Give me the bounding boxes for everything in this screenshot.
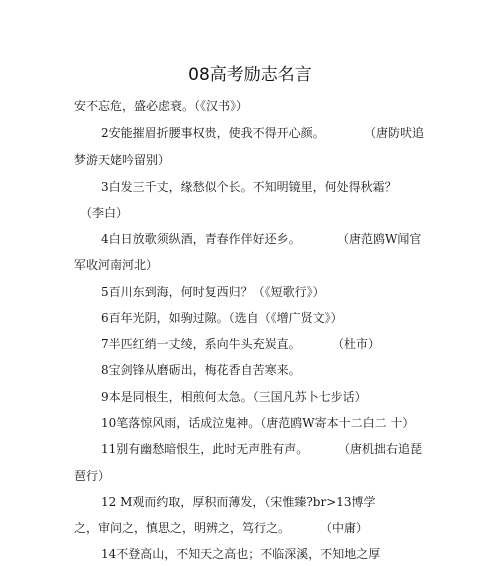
quote-line-9: 9本是同根生，相煎何太急。（三国凡苏卜七步话） bbox=[101, 390, 367, 404]
quote-line-11: 11别有幽愁暗恨生，此时无声胜有声。 bbox=[101, 442, 309, 456]
quote-line-13: 之，审问之，慎思之，明辨之，笃行之。 bbox=[74, 521, 291, 535]
quote-line-3-source: （李白） bbox=[80, 206, 129, 220]
quote-line-4-continued: 军收河南河北） bbox=[74, 258, 159, 272]
quote-line-8: 8宝剑锋从磨砺出，梅花香自苦寒来。 bbox=[101, 363, 301, 377]
quote-line-3: 3白发三千丈，缘愁似个长。不知明镜里，何处得秋霜？ bbox=[101, 180, 397, 194]
quote-line-11-source: （唐机拙右追琵 bbox=[338, 442, 423, 456]
quote-line-14: 14不登高山，不知天之高也；不临深溪，不知地之厚 bbox=[101, 547, 381, 561]
quote-line-6: 6百年光阴，如驹过隙。（选自（《增广贤文》） bbox=[101, 311, 343, 325]
quote-line-2-continued: 梦游天姥吟留别） bbox=[74, 153, 171, 167]
page-title: 08高考励志名言 bbox=[188, 65, 312, 85]
quote-line-11-continued: 琶行） bbox=[74, 469, 111, 483]
quote-line-2-source: （唐防吠追 bbox=[364, 126, 425, 140]
quote-line-7: 7半匹红绡一丈绫，系向牛头充炭直。 bbox=[101, 337, 301, 351]
quote-line-10: 10笔落惊风雨，话成泣鬼神。（唐范鸥W寄本十二白二 十） bbox=[101, 416, 415, 430]
quote-line-7-source: （杜市） bbox=[332, 337, 381, 351]
quote-line-1: 安不忘危，盛必虑衰。（《汉书》） bbox=[74, 99, 249, 113]
quote-line-4-source: （唐范鸥W闻官 bbox=[337, 232, 422, 246]
quote-line-4: 4白日放歌须纵酒，青春作伴好还乡。 bbox=[101, 232, 301, 246]
quote-line-2: 2安能摧眉折腰事权贵，使我不得开心颜。 bbox=[101, 126, 325, 140]
quote-line-12: 12 M观而约取，厚积而薄发，（宋惟臻?br>13博学 bbox=[101, 495, 376, 509]
quote-line-5: 5百川东到海，何时复西归？（《短歌行》） bbox=[101, 285, 325, 299]
quote-line-13-source: （中庸） bbox=[320, 521, 369, 535]
